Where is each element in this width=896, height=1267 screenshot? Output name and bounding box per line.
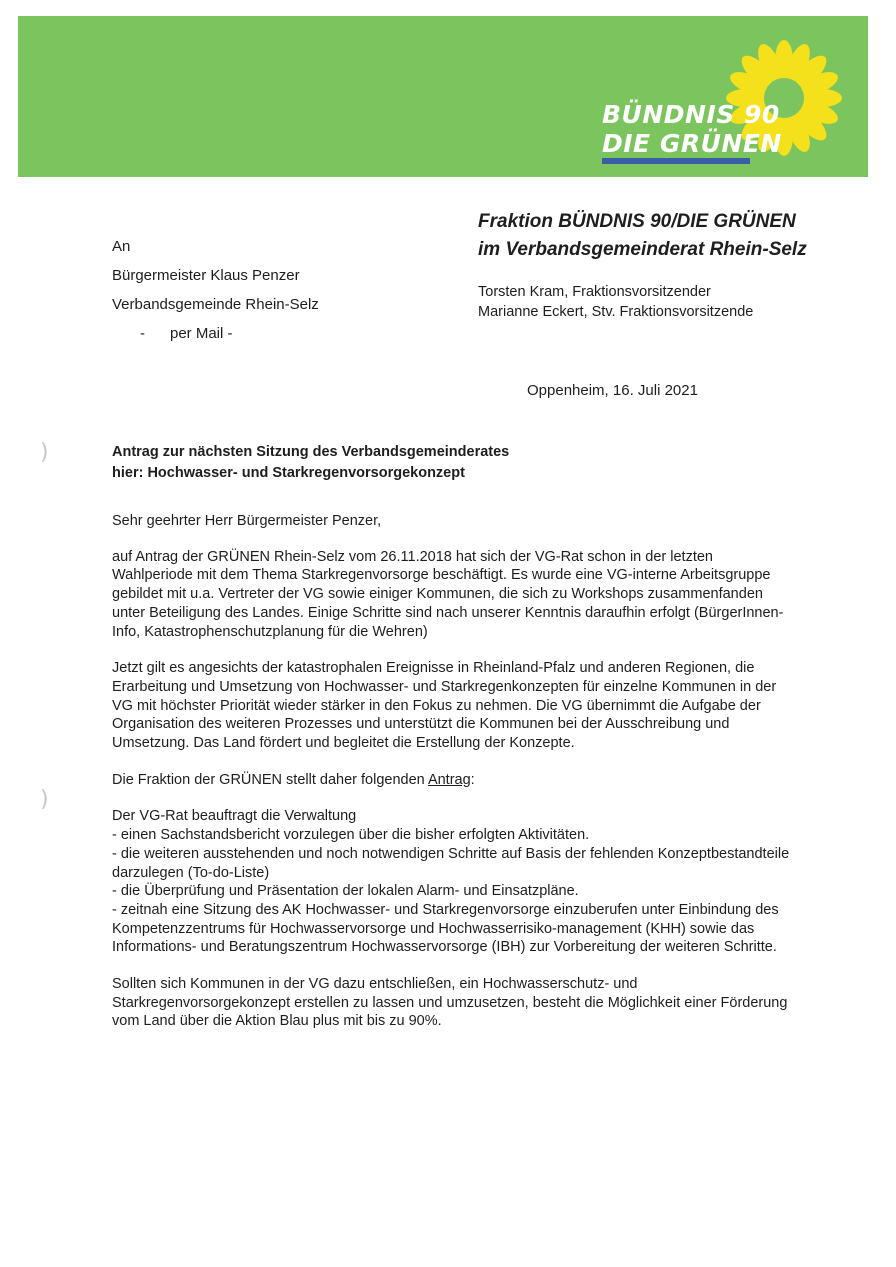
sender-person-1: Torsten Kram, Fraktionsvorsitzender <box>478 284 711 300</box>
sender-person-2: Marianne Eckert, Stv. Fraktionsvorsitzende <box>478 304 754 320</box>
party-logo-text <box>602 100 782 158</box>
logo-underline <box>602 158 750 164</box>
antrag-word: Antrag <box>427 771 471 788</box>
letter-body <box>112 512 792 1049</box>
letter-date: Oppenheim, 16. Juli 2021 <box>527 382 698 399</box>
motion-list-intro: Der VG-Rat beauftragt die Verwaltung <box>112 808 357 825</box>
motion-list-item: - die weiteren ausstehenden und noch notwendigen Schritte auf Basis der fehlenden Konzeptbestandteile darzulegen (To-do-Liste) <box>112 845 790 881</box>
recipient-to: An <box>112 238 131 255</box>
subject-line-1: Antrag zur nächsten Sitzung des Verbandsgemeinderates <box>112 444 510 460</box>
logo-line-1: BÜNDNIS 90 <box>602 100 780 129</box>
punch-hole-mark: ) <box>40 440 49 465</box>
recipient-name: Bürgermeister Klaus Penzer <box>112 267 300 284</box>
punch-hole-mark: ) <box>40 787 49 812</box>
recipient-address <box>112 232 319 348</box>
recipient-delivery: - per Mail - <box>140 325 233 342</box>
paragraph-3-colon: : <box>470 771 475 788</box>
recipient-org: Verbandsgemeinde Rhein-Selz <box>112 296 319 313</box>
paragraph-3 <box>112 771 792 790</box>
motion-list-item: - zeitnah eine Sitzung des AK Hochwasser- und Starkregenvorsorge einzuberufen unter Einbindung des Kompetenzzentrums für Hochwasservorsorge und Hochwasserrisiko-management (KHH) sowie das Informations- und Beratungszentrum Hochwasservorsorge (IBH) zur Vorbereitung der weiteren Schritte. <box>112 901 779 956</box>
salutation: Sehr geehrter Herr Bürgermeister Penzer, <box>112 513 382 529</box>
subject-line-2: hier: Hochwasser- und Starkregenvorsorgekonzept <box>112 465 465 481</box>
sender-title-line-2: im Verbandsgemeinderat Rhein-Selz <box>478 239 807 260</box>
logo-line-2: DIE GRÜNEN <box>602 129 782 158</box>
paragraph-3-text: Die Fraktion der GRÜNEN stellt daher folgenden <box>112 771 428 788</box>
motion-list-item: - die Überprüfung und Präsentation der lokalen Alarm- und Einsatzpläne. <box>112 883 579 900</box>
paragraph-1: auf Antrag der GRÜNEN Rhein-Selz vom 26.11.2018 hat sich der VG-Rat schon in der letzten Wahlperiode mit dem Thema Starkregenvorsorge beschäftigt. Es wurde eine VG-interne Arbeitsgruppe gebildet mit u.a. Vertreter der VG sowie einiger Kommunen, die sich zu Workshops zusammenfanden unter Beteiligung des Landes. Einige Schritte sind nach unserer Kenntnis daraufhin erfolgt (BürgerInnen-Info, Katastrophenschutzplanung für die Wehren) <box>112 548 784 640</box>
letter-subject <box>112 442 509 484</box>
sender-title <box>478 208 807 264</box>
motion-list <box>112 807 792 957</box>
sender-people <box>478 282 753 322</box>
sender-title-line-1: Fraktion BÜNDNIS 90/DIE GRÜNEN <box>478 211 796 232</box>
paragraph-4: Sollten sich Kommunen in der VG dazu entschließen, ein Hochwasserschutz- und Starkregenvorsorgekonzept erstellen zu lassen und umzusetzen, besteht die Möglichkeit einer Förderung vom Land über die Aktion Blau plus mit bis zu 90%. <box>112 976 788 1030</box>
paragraph-2: Jetzt gilt es angesichts der katastrophalen Ereignisse in Rheinland-Pfalz und anderen Regionen, die Erarbeitung und Umsetzung von Hochwasser- und Starkregenkonzepten für einzelne Kommunen in der VG mit höchster Priorität wieder stärker in den Fokus zu nehmen. Die VG übernimmt die Aufgabe der Organisation des weiteren Prozesses und unterstützt die Kommunen bei der Ausschreibung und Umsetzung. Das Land fördert und begleitet die Erstellung der Konzepte. <box>112 660 777 752</box>
motion-list-item: - einen Sachstandsbericht vorzulegen über die bisher erfolgten Aktivitäten. <box>112 827 590 844</box>
